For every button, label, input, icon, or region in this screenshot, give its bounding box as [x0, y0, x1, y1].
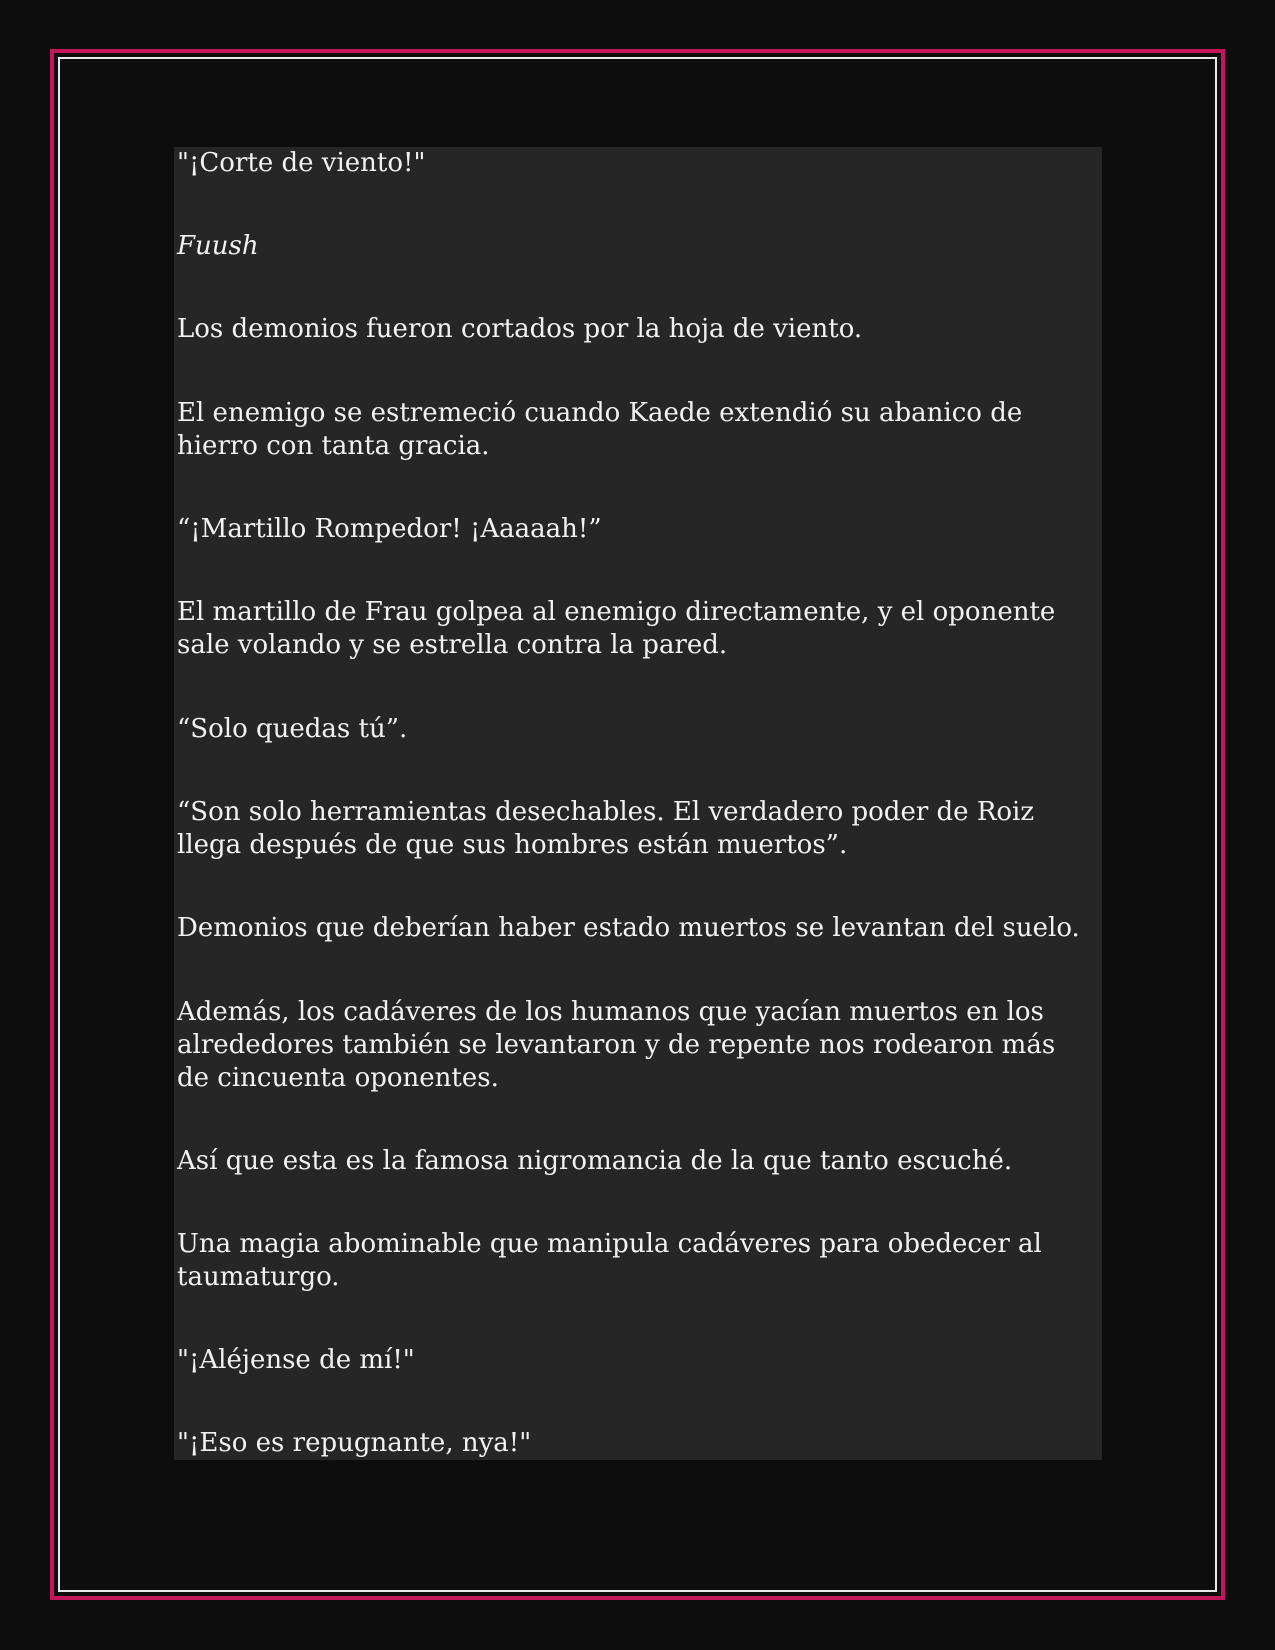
paragraph-6: El martillo de Frau golpea al enemigo directamente, y el oponente sale volando y se estrella contra la pared. [177, 597, 1056, 660]
paragraph-8: “Son solo herramientas desechables. El verdadero poder de Roiz llega después de que sus hombres están muertos”. [177, 797, 1035, 860]
paragraph-13: "¡Aléjense de mí!" [177, 1345, 415, 1375]
paragraph-7: “Solo quedas tú”. [177, 714, 408, 744]
paragraph-1: "¡Corte de viento!" [177, 148, 426, 178]
paragraph-9: Demonios que deberían haber estado muertos se levantan del suelo. [177, 913, 1080, 943]
paragraph-3: Los demonios fueron cortados por la hoja de viento. [177, 314, 863, 344]
paragraph-11: Así que esta es la famosa nigromancia de la que tanto escuché. [177, 1146, 1013, 1176]
text-panel [174, 147, 1102, 1460]
paragraph-10: Además, los cadáveres de los humanos que yacían muertos en los alrededores también se levantaron y de repente nos rodearon más de cincuenta oponentes. [177, 997, 1056, 1093]
paragraph-5: “¡Martillo Rompedor! ¡Aaaaah!” [177, 514, 602, 544]
paragraph-12: Una magia abominable que manipula cadáveres para obedecer al taumaturgo. [177, 1229, 1042, 1292]
paragraph-2-sound-effect: Fuush [177, 231, 259, 261]
paragraph-14: "¡Eso es repugnante, nya!" [177, 1428, 532, 1458]
paragraph-4: El enemigo se estremeció cuando Kaede extendió su abanico de hierro con tanta gracia. [177, 398, 1023, 461]
